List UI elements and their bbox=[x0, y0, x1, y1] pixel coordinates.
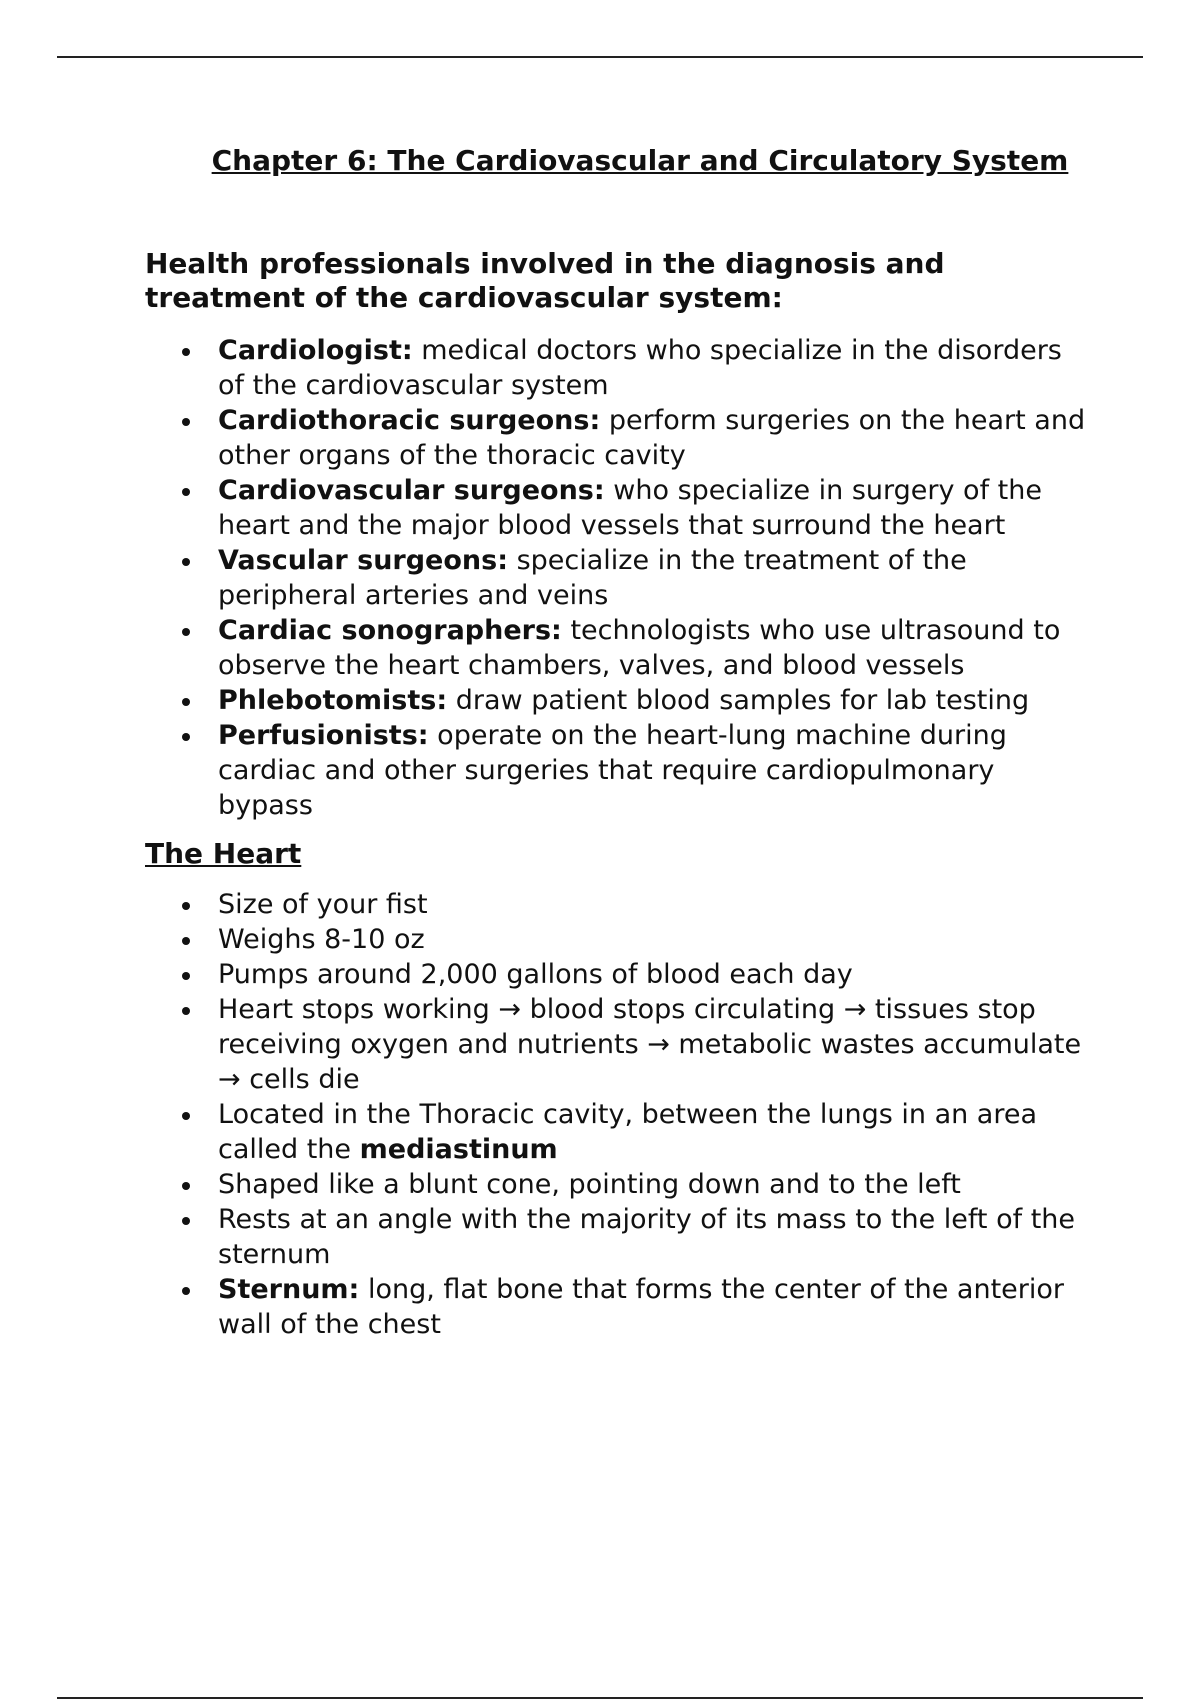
page-content bbox=[145, 143, 1095, 1342]
term-definition: draw patient blood samples for lab testing bbox=[447, 685, 1030, 716]
term-label: Cardiologist: bbox=[218, 335, 413, 366]
bullet-icon bbox=[182, 418, 190, 426]
list-item bbox=[145, 957, 1095, 992]
bottom-rule bbox=[57, 1697, 1143, 1699]
term-definition: technologists who use ultrasound to observe the heart chambers, valves, and blood vessels bbox=[218, 615, 1061, 681]
professionals-heading: Health professionals involved in the diagnosis and treatment of the cardiovascular system: bbox=[145, 247, 945, 314]
bullet-icon bbox=[182, 1112, 190, 1120]
heart-heading: The Heart bbox=[145, 837, 302, 870]
bullet-icon bbox=[182, 733, 190, 741]
list-item bbox=[145, 1097, 1095, 1167]
bullet-icon bbox=[182, 698, 190, 706]
list-item bbox=[145, 543, 1095, 613]
bullet-icon bbox=[182, 1287, 190, 1295]
page-title: Chapter 6: The Cardiovascular and Circulatory System bbox=[211, 144, 1069, 177]
bullet-icon bbox=[182, 628, 190, 636]
term-label: Sternum: bbox=[218, 1274, 360, 1305]
list-item bbox=[145, 333, 1095, 403]
fact-text: Pumps around 2,000 gallons of blood each day bbox=[218, 959, 853, 990]
emphasis-term: mediastinum bbox=[359, 1134, 558, 1165]
bullet-icon bbox=[182, 937, 190, 945]
bullet-icon bbox=[182, 488, 190, 496]
fact-text: Heart stops working → blood stops circulating → tissues stop receiving oxygen and nutrients → metabolic wastes accumulate → cells die bbox=[218, 994, 1082, 1095]
term-definition: medical doctors who specialize in the disorders of the cardiovascular system bbox=[218, 335, 1062, 401]
list-item bbox=[145, 992, 1095, 1097]
bullet-icon bbox=[182, 902, 190, 910]
list-item bbox=[145, 887, 1095, 922]
bullet-icon bbox=[182, 558, 190, 566]
fact-text: Size of your fist bbox=[218, 889, 428, 920]
fact-text: Located in the Thoracic cavity, between the lungs in an area called the bbox=[218, 1099, 1038, 1165]
list-item bbox=[145, 1202, 1095, 1272]
bullet-icon bbox=[182, 972, 190, 980]
term-definition: perform surgeries on the heart and other organs of the thoracic cavity bbox=[218, 405, 1086, 471]
list-item bbox=[145, 1272, 1095, 1342]
bullet-icon bbox=[182, 1182, 190, 1190]
term-label: Vascular surgeons: bbox=[218, 545, 509, 576]
list-item bbox=[145, 683, 1095, 718]
fact-text: Weighs 8-10 oz bbox=[218, 924, 425, 955]
list-item bbox=[145, 922, 1095, 957]
term-definition: long, flat bone that forms the center of the anterior wall of the chest bbox=[218, 1274, 1064, 1340]
term-label: Cardiac sonographers: bbox=[218, 615, 562, 646]
bullet-icon bbox=[182, 348, 190, 356]
bullet-icon bbox=[182, 1007, 190, 1015]
term-label: Cardiovascular surgeons: bbox=[218, 475, 605, 506]
top-rule bbox=[57, 56, 1143, 58]
term-definition: who specialize in surgery of the heart and the major blood vessels that surround the heart bbox=[218, 475, 1042, 541]
bullet-icon bbox=[182, 1217, 190, 1225]
term-label: Perfusionists: bbox=[218, 720, 429, 751]
professionals-list bbox=[145, 333, 1095, 823]
term-definition: specialize in the treatment of the peripheral arteries and veins bbox=[218, 545, 967, 611]
term-label: Cardiothoracic surgeons: bbox=[218, 405, 601, 436]
list-item bbox=[145, 1167, 1095, 1202]
heart-facts-list bbox=[145, 887, 1095, 1342]
fact-text: Rests at an angle with the majority of its mass to the left of the sternum bbox=[218, 1204, 1075, 1270]
list-item bbox=[145, 613, 1095, 683]
term-definition: operate on the heart-lung machine during cardiac and other surgeries that require cardiopulmonary bypass bbox=[218, 720, 1007, 821]
list-item bbox=[145, 403, 1095, 473]
list-item bbox=[145, 473, 1095, 543]
list-item bbox=[145, 718, 1095, 823]
fact-text: Shaped like a blunt cone, pointing down and to the left bbox=[218, 1169, 961, 1200]
term-label: Phlebotomists: bbox=[218, 685, 448, 716]
